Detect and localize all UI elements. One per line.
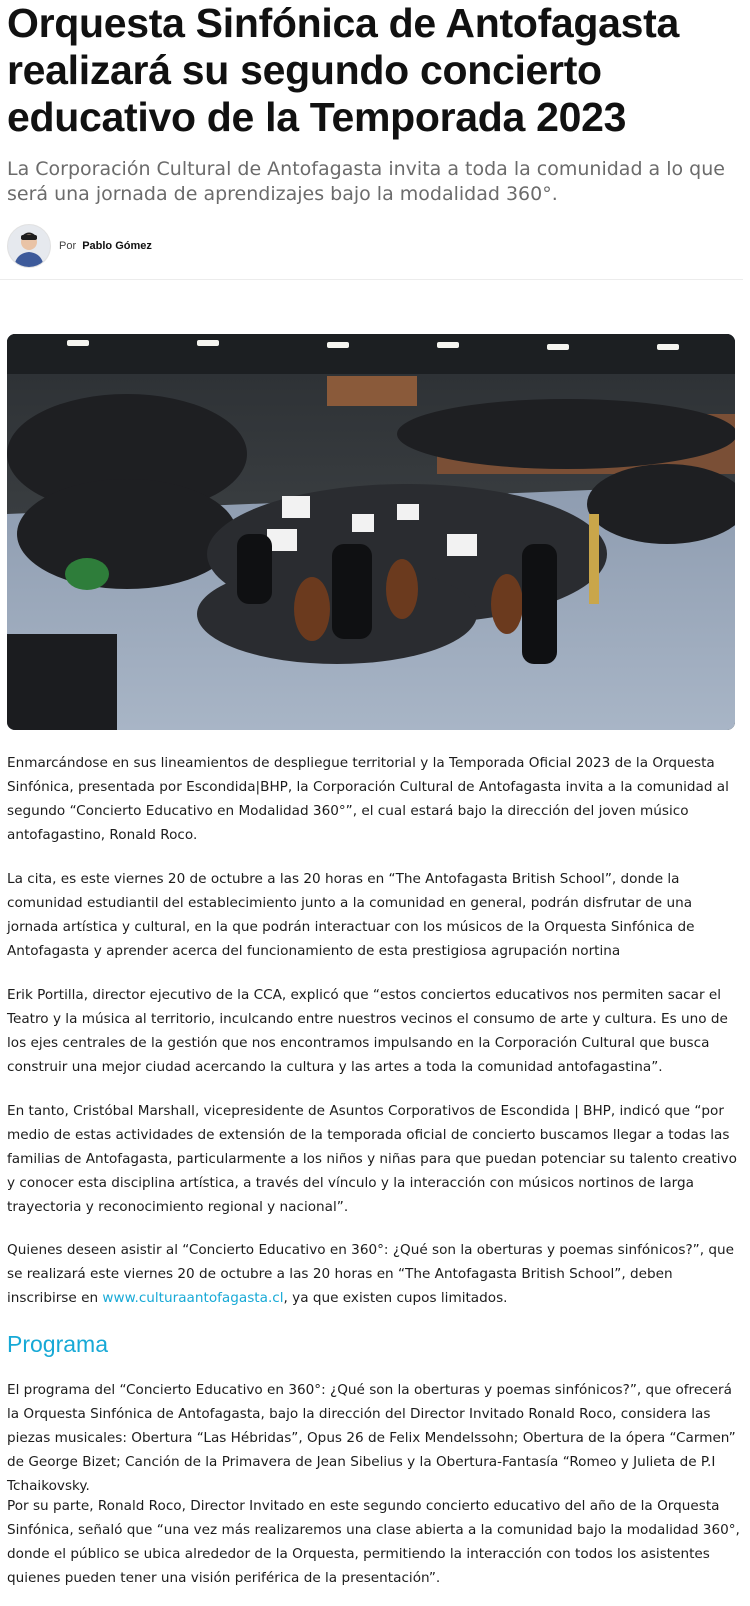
paragraph-2: La cita, es este viernes 20 de octubre a las 20 horas en “The Antofagasta British School”, donde la comunidad estudiantil del establecimiento junto a la comunidad en general, podrán disfrutar de una jornada artística y cultural, en la que podrán interactuar con los músicos de la Orquesta Sinfónica de Antofagasta y aprender acerca del funcionamiento de esta prestigiosa agrupación nortina: [7, 871, 695, 959]
paragraph-3: Erik Portilla, director ejecutivo de la CCA, explicó que “estos conciertos educativos nos permiten sacar el Teatro y la música al territorio, inculcando entre nuestros vecinos el consumo de arte y cultura. Es uno de los ejes centrales de la gestión que nos encontramos impulsando en la Corporación Cultural que busca construir una mejor ciudad acercando la cultura y las artes a toda la comunidad antofagastina”.: [7, 987, 728, 1075]
cca-website-link[interactable]: www.culturaantofagasta.cl: [102, 1290, 284, 1306]
header-divider: [0, 279, 743, 280]
article-photo: [7, 334, 735, 730]
section-heading-programa: Programa: [7, 1331, 108, 1357]
paragraph-6: El programa del “Concierto Educativo en 360°: ¿Qué son la oberturas y poemas sinfónicos?”, que ofrecerá la Orquesta Sinfónica de Antofagasta, bajo la dirección del Director Invitado Ronald Roco, considera las piezas musicales: Obertura “Las Hébridas”, Opus 26 de Felix Mendelssohn; Obertura de la ópera “Carmen” de George Bizet; Canción de la Primavera de Jean Sibelius y la Obertura-Fantasía “Romeo y Julieta de P.I Tchaikovsky.: [7, 1382, 736, 1494]
paragraph-1: Enmarcándose en sus lineamientos de despliegue territorial y la Temporada Oficial 2023 de la Orquesta Sinfónica, presentada por Escondida|BHP, la Corporación Cultural de Antofagasta invita a la comunidad al segundo “Concierto Educativo en Modalidad 360°”, el cual estará bajo la dirección del joven músico antofagastino, Ronald Roco.: [7, 755, 729, 843]
author-byline: [7, 224, 152, 268]
author-name[interactable]: Pablo Gómez: [82, 240, 152, 252]
paragraph-5-tail: , ya que existen cupos limitados.: [283, 1290, 508, 1306]
paragraph-5: [7, 1238, 742, 1310]
author-text: [59, 240, 152, 252]
article-title: Orquesta Sinfónica de Antofagasta realizará su segundo concierto educativo de la Temporada 2023: [7, 0, 680, 140]
paragraph-4: En tanto, Cristóbal Marshall, vicepresidente de Asuntos Corporativos de Escondida | BHP, indicó que “por medio de estas actividades de extensión de la temporada oficial de concierto buscamos llegar a todas las familias de Antofagasta, particularmente a los niños y niñas para que puedan potenciar su talento creativo y conocer esta disciplina artística, a través del vínculo y la interacción con músicos nortinos de larga trayectoria y reconocimiento regional y nacional”.: [7, 1103, 737, 1215]
paragraph-5-text: Quienes deseen asistir al “Concierto Educativo en 360°: ¿Qué son la oberturas y poemas sinfónicos?”, que se realizará este viernes 20 de octubre a las 20 horas en “The Antofagasta British School”, deben inscribirse en: [7, 1242, 734, 1306]
paragraph-7: Por su parte, Ronald Roco, Director Invitado en este segundo concierto educativo del año de la Orquesta Sinfónica, señaló que “una vez más realizaremos una clase abierta a la comunidad bajo la modalidad 360°, donde el público se ubica alrededor de la Orquesta, permitiendo la interacción con todos los asistentes quienes pueden tener una visión periférica de la presentación”.: [7, 1498, 740, 1586]
author-prefix: Por: [59, 240, 77, 252]
author-avatar[interactable]: [7, 224, 51, 268]
article-subtitle: La Corporación Cultural de Antofagasta invita a toda la comunidad a lo que será una jornada de aprendizajes bajo la modalidad 360°.: [7, 158, 725, 205]
